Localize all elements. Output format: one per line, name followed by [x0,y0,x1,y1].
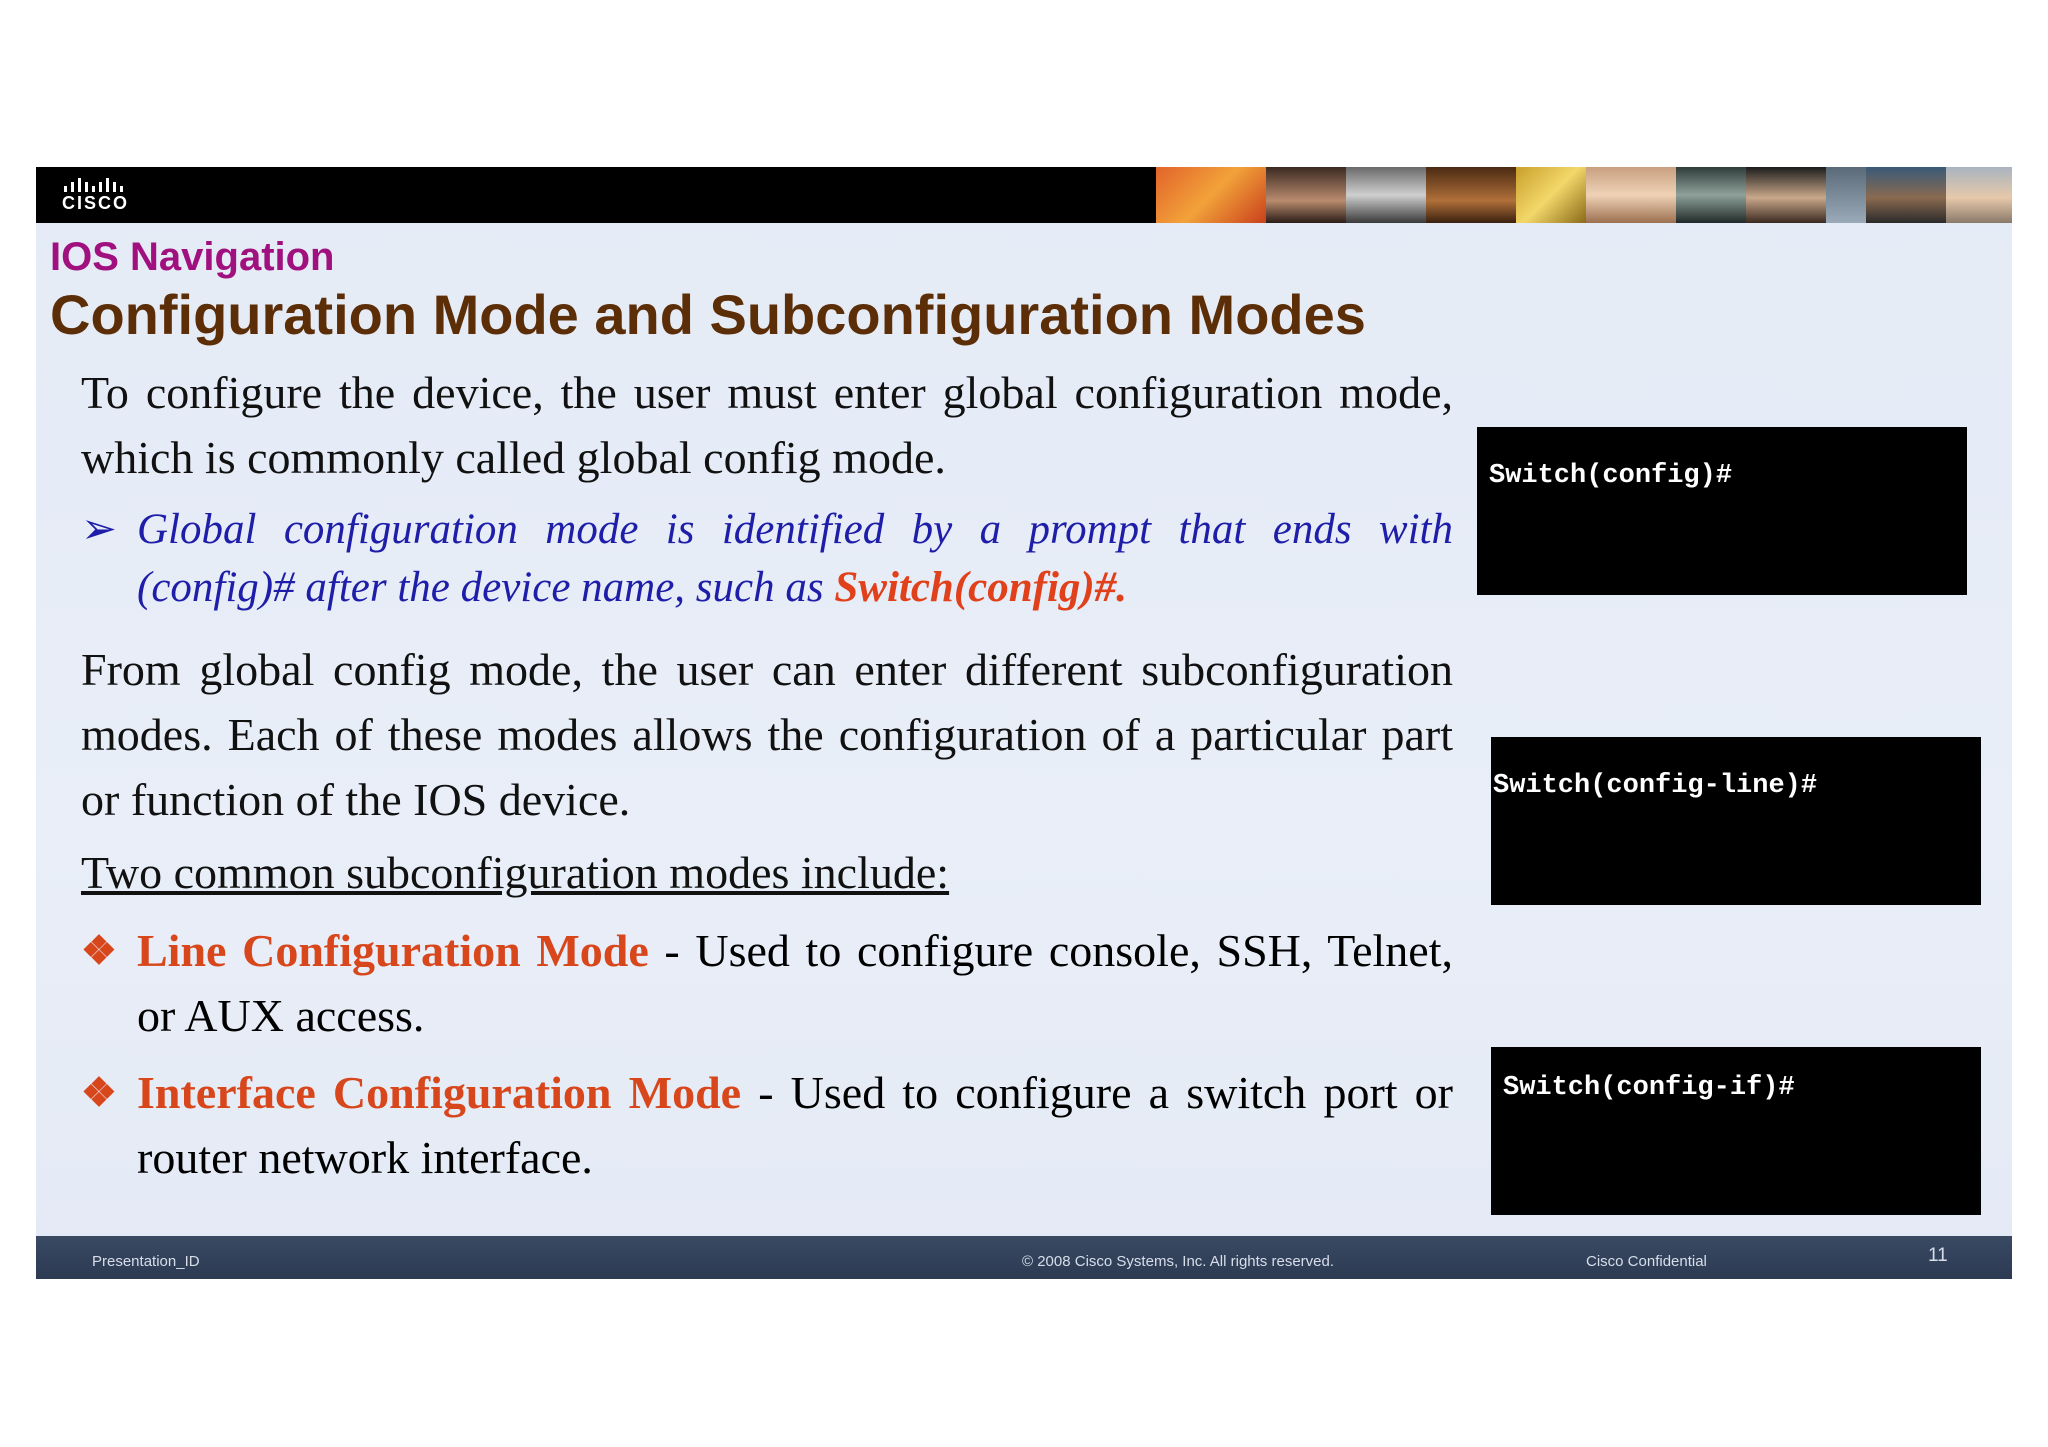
page-title: Configuration Mode and Subconfiguration Modes [50,283,1366,346]
paragraph-global-config: To configure the device, the user must enter global configuration mode, which is commonly called global config mode. [81,367,1453,483]
arrow-bullet-icon: ➢ [81,506,118,553]
bullet-text: Global configuration mode is identified by a prompt that ends with (config)# after the device name, such as [137,506,1453,611]
terminal-interface-config: Switch(config-if)# [1491,1047,1981,1215]
paragraph-subconfig: From global config mode, the user can enter different subconfiguration modes. Each of these modes allows the configuration of a particular part or function of the IOS device. [81,644,1453,825]
diamond-bullet-icon: ❖ [81,928,117,973]
mode-description: - Used to configure a switch port or router network interface. [137,1067,1453,1183]
page-number: 11 [1928,1245,1948,1266]
terminal-line-config: Switch(config-line)# [1491,737,1981,905]
footer-copyright: © 2008 Cisco Systems, Inc. All rights reserved. [1022,1253,1335,1270]
bullet-global-config [81,501,1453,617]
diamond-bullet-icon: ❖ [81,1070,117,1115]
footer-confidential: Cisco Confidential [1586,1253,1707,1270]
mode-line-config [81,918,1453,1048]
section-title: IOS Navigation [50,235,335,279]
header-photo-strip [1156,167,2012,223]
slide [36,167,2012,1279]
footer-presentation-id: Presentation_ID [92,1253,200,1270]
footer [36,1236,2012,1279]
terminal-global-config: Switch(config)# [1477,427,1967,595]
mode-interface-config [81,1060,1453,1190]
cisco-logo-text: CISCO [62,193,130,213]
subheading: Two common subconfiguration modes include: [81,847,950,898]
mode-name: Line Configuration Mode [137,925,649,976]
bullet-highlight: Switch(config)#. [834,564,1127,611]
header-bar [36,167,2012,223]
mode-description: - Used to configure console, SSH, Telnet, or AUX access. [137,925,1453,1041]
mode-name: Interface Configuration Mode [137,1067,742,1118]
